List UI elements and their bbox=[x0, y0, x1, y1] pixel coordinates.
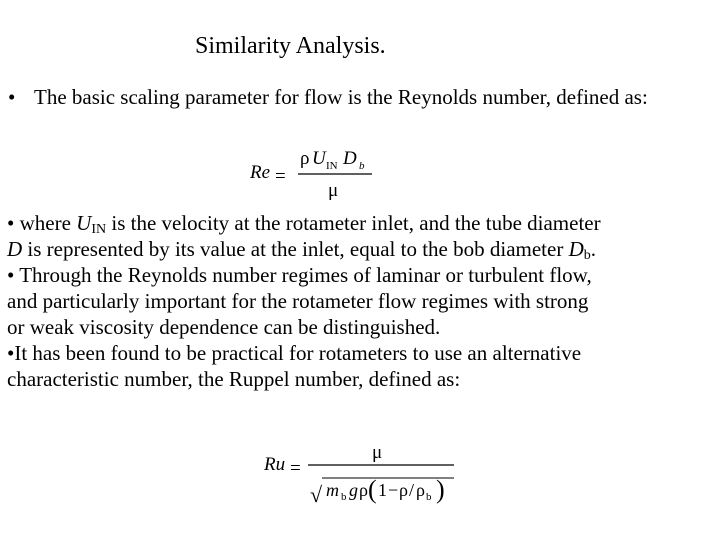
line1-pre: • where bbox=[7, 211, 77, 235]
body-line-2 bbox=[7, 236, 713, 262]
re-num-d: D bbox=[343, 148, 357, 169]
line1-post: is the velocity at the rotameter inlet, and the tube diameter bbox=[106, 211, 601, 235]
re-equals: = bbox=[275, 166, 286, 187]
line1-u: U bbox=[76, 211, 92, 235]
bullet-marker: • bbox=[8, 85, 16, 109]
ru-m-sub: b bbox=[341, 491, 347, 503]
body-line-6: •It has been found to be practical for rotameters to use an alternative bbox=[7, 341, 582, 365]
ruppel-equation bbox=[262, 440, 462, 510]
re-num-u: U bbox=[312, 148, 326, 169]
line1-u-sub: IN bbox=[91, 222, 107, 237]
body-paragraph bbox=[7, 210, 713, 392]
line2-end: . bbox=[590, 237, 597, 261]
line2-mid: is represented by its value at the inlet, equal to the bob diameter bbox=[22, 237, 569, 261]
re-num-rho: ρ bbox=[300, 148, 310, 169]
ru-radical: √ bbox=[310, 482, 323, 507]
body-line-4: and particularly important for the rotameter flow regimes with strong bbox=[7, 289, 589, 313]
re-lhs: Re bbox=[250, 162, 271, 183]
body-line-5: or weak viscosity dependence can be distinguished. bbox=[7, 315, 441, 339]
ru-rho-b: ρ bbox=[416, 480, 425, 500]
bullet-text: The basic scaling parameter for flow is the Reynolds number, defined as: bbox=[34, 85, 648, 109]
re-num-d-sub: b bbox=[359, 160, 365, 172]
ru-equals: = bbox=[290, 458, 301, 479]
line2-d: D bbox=[7, 237, 23, 261]
ru-numerator: μ bbox=[372, 442, 383, 463]
line2-db: D bbox=[568, 237, 584, 261]
ru-close-paren: ) bbox=[436, 475, 445, 504]
ru-one: 1 bbox=[378, 480, 387, 500]
body-line-1 bbox=[7, 210, 713, 236]
line2-db-sub: b bbox=[583, 248, 591, 263]
ru-minus: − bbox=[388, 480, 399, 500]
body-line-3: • Through the Reynolds number regimes of laminar or turbulent flow, bbox=[7, 263, 592, 287]
reynolds-equation bbox=[250, 146, 385, 202]
ru-slash: / bbox=[409, 480, 415, 500]
ru-lhs: Ru bbox=[264, 454, 286, 475]
body-line-7: characteristic number, the Ruppel number, defined as: bbox=[7, 367, 461, 391]
ru-rho-b-sub: b bbox=[426, 491, 432, 503]
ru-g: g bbox=[349, 480, 358, 500]
slide-title: Similarity Analysis. bbox=[195, 33, 386, 59]
re-denominator: μ bbox=[328, 180, 339, 201]
bullet-reynolds-intro bbox=[8, 84, 708, 111]
ru-open-paren: ( bbox=[368, 475, 377, 504]
re-num-u-sub: IN bbox=[326, 160, 338, 172]
ru-rho2: ρ bbox=[399, 480, 408, 500]
ru-rho: ρ bbox=[359, 480, 368, 500]
ru-m: m bbox=[326, 480, 339, 500]
